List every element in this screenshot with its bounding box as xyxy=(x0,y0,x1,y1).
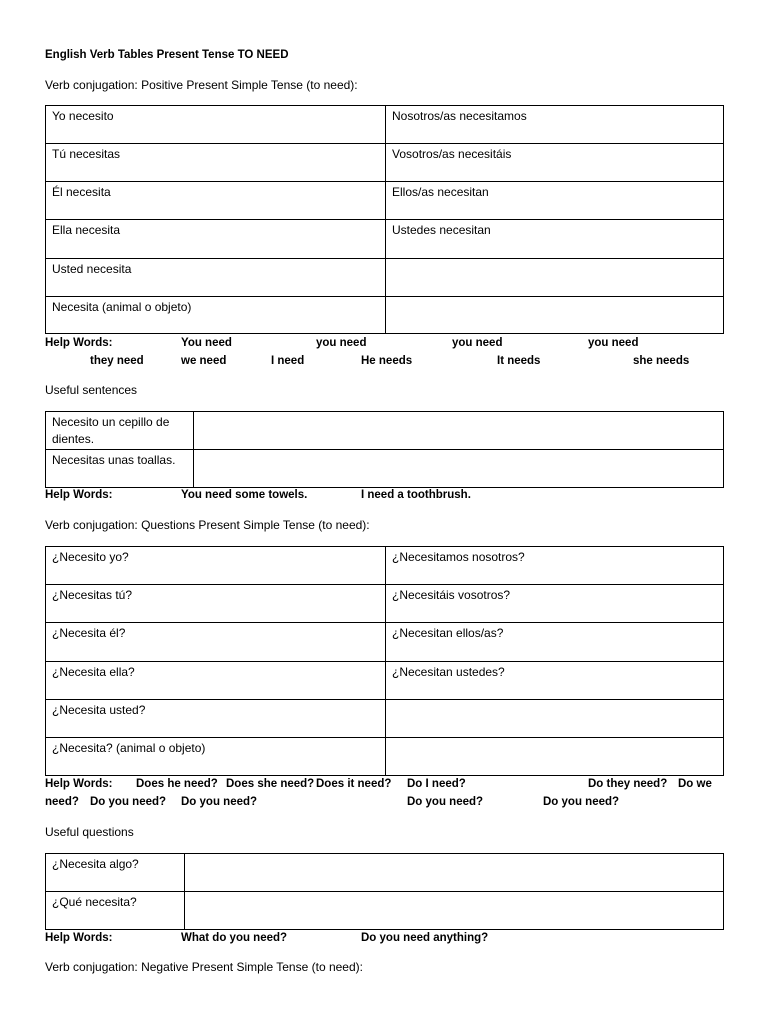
table-cell xyxy=(194,450,724,488)
table-cell: ¿Necesitáis vosotros? xyxy=(386,585,724,623)
help-word: you need xyxy=(316,337,367,349)
table-cell: Yo necesito xyxy=(46,106,386,144)
table-cell: Necesita (animal o objeto) xyxy=(46,297,386,334)
section-heading-negative: Verb conjugation: Negative Present Simple Tense (to need): xyxy=(45,960,363,974)
table-cell: Ellos/as necesitan xyxy=(386,182,724,220)
table-cell: Él necesita xyxy=(46,182,386,220)
table-row xyxy=(46,854,724,892)
help-word: You need xyxy=(181,337,232,349)
table-cell: ¿Necesito yo? xyxy=(46,547,386,585)
help-words-label: Help Words: xyxy=(45,932,113,944)
help-word: Does it need? xyxy=(316,778,392,790)
table-cell: ¿Necesita él? xyxy=(46,623,386,662)
section-heading-positive: Verb conjugation: Positive Present Simple Tense (to need): xyxy=(45,78,358,92)
table-row xyxy=(46,106,724,144)
table-row xyxy=(46,585,724,623)
help-word: Do you need anything? xyxy=(361,932,489,944)
table-cell: Usted necesita xyxy=(46,259,386,297)
help-word: Do you need? xyxy=(90,796,167,808)
table-cell xyxy=(185,892,724,930)
table-row xyxy=(46,182,724,220)
table-cell: Tú necesitas xyxy=(46,144,386,182)
table-cell xyxy=(386,297,724,334)
table-cell: ¿Necesitamos nosotros? xyxy=(386,547,724,585)
help-word: we need xyxy=(181,355,227,367)
help-word: you need xyxy=(588,337,639,349)
help-word: need? xyxy=(45,796,79,808)
help-words-label: Help Words: xyxy=(45,778,113,790)
table-cell xyxy=(185,854,724,892)
table-cell: ¿Necesita? (animal o objeto) xyxy=(46,738,386,776)
help-words-label: Help Words: xyxy=(45,337,113,349)
positive-conjugation-table xyxy=(45,105,724,334)
table-cell: ¿Necesitan ellos/as? xyxy=(386,623,724,662)
table-cell: ¿Qué necesita? xyxy=(46,892,185,930)
table-row xyxy=(46,259,724,297)
questions-conjugation-table xyxy=(45,546,724,776)
table-row xyxy=(46,623,724,662)
table-cell xyxy=(386,738,724,776)
table-cell xyxy=(194,412,724,450)
section-heading-useful-sentences: Useful sentences xyxy=(45,383,138,397)
help-word: Do we xyxy=(678,778,712,790)
help-word: Do you need? xyxy=(181,796,258,808)
table-cell: ¿Necesita usted? xyxy=(46,700,386,738)
table-cell: ¿Necesita ella? xyxy=(46,662,386,700)
help-word: Do you need? xyxy=(543,796,620,808)
table-row xyxy=(46,892,724,930)
help-word: I need xyxy=(271,355,305,367)
useful-questions-table xyxy=(45,853,724,930)
table-cell: Necesitas unas toallas. xyxy=(46,450,194,488)
help-word: I need a toothbrush. xyxy=(361,489,471,501)
useful-sentences-table xyxy=(45,411,724,488)
table-cell xyxy=(386,700,724,738)
table-cell: ¿Necesita algo? xyxy=(46,854,185,892)
help-word: What do you need? xyxy=(181,932,288,944)
table-row xyxy=(46,547,724,585)
help-word: Do I need? xyxy=(407,778,466,790)
help-word: you need xyxy=(452,337,503,349)
table-cell: Nosotros/as necesitamos xyxy=(386,106,724,144)
table-row xyxy=(46,738,724,776)
table-cell: Ella necesita xyxy=(46,220,386,259)
section-heading-useful-questions: Useful questions xyxy=(45,825,134,839)
help-word: It needs xyxy=(497,355,541,367)
table-row xyxy=(46,297,724,334)
table-cell: Necesito un cepillo de dientes. xyxy=(46,412,194,450)
help-word: Does he need? xyxy=(136,778,218,790)
table-row xyxy=(46,662,724,700)
table-cell: ¿Necesitan ustedes? xyxy=(386,662,724,700)
help-word: she needs xyxy=(633,355,690,367)
help-word: You need some towels. xyxy=(181,489,308,501)
table-cell xyxy=(386,259,724,297)
table-row xyxy=(46,450,724,488)
table-row xyxy=(46,220,724,259)
help-word: they need xyxy=(90,355,144,367)
table-cell: Vosotros/as necesitáis xyxy=(386,144,724,182)
table-row xyxy=(46,144,724,182)
table-cell: Ustedes necesitan xyxy=(386,220,724,259)
table-cell: ¿Necesitas tú? xyxy=(46,585,386,623)
help-word: He needs xyxy=(361,355,413,367)
table-row xyxy=(46,700,724,738)
table-row xyxy=(46,412,724,450)
page-title: English Verb Tables Present Tense TO NEED xyxy=(45,49,289,61)
help-word: Does she need? xyxy=(226,778,315,790)
help-word: Do they need? xyxy=(588,778,668,790)
section-heading-questions: Verb conjugation: Questions Present Simple Tense (to need): xyxy=(45,518,370,532)
help-word: Do you need? xyxy=(407,796,484,808)
help-words-label: Help Words: xyxy=(45,489,113,501)
